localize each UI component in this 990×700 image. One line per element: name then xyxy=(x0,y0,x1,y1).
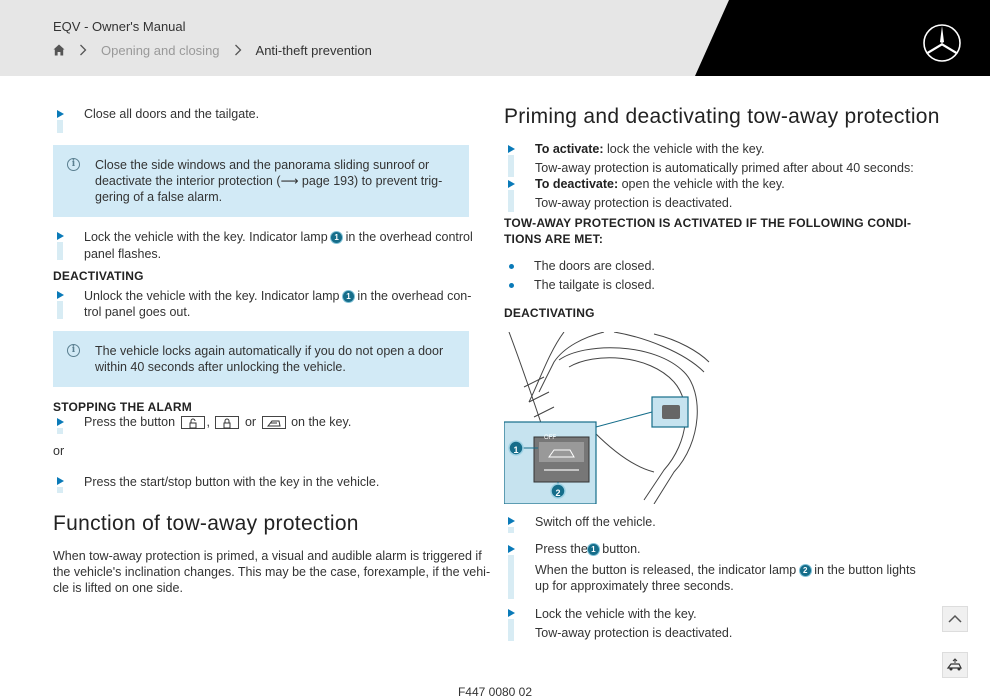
unlock-key-icon xyxy=(181,416,205,429)
activate-result: Tow-away protection is automatically primed after about 40 seconds: xyxy=(535,161,914,175)
step-switch-off: Switch off the vehicle. xyxy=(535,515,656,529)
function-para-line: the vehicle's inclination changes. This may be the case, forexample, if the vehi- xyxy=(53,565,491,579)
step-bullet-icon xyxy=(57,291,64,299)
step-press-button-1: Press the 1 button. xyxy=(535,542,641,556)
figure-caption: F447 0080 02 xyxy=(457,685,533,699)
step-bar xyxy=(57,428,63,434)
chevron-right-icon xyxy=(234,44,242,56)
info-box-windows xyxy=(53,145,469,217)
callout-2-badge: 2 xyxy=(800,565,811,576)
condition-item: The tailgate is closed. xyxy=(534,278,655,292)
figure-callout-1: 1 xyxy=(513,445,519,455)
step-bar xyxy=(508,155,514,177)
unlock-glyph-icon xyxy=(182,418,204,429)
scroll-up-button[interactable] xyxy=(942,606,968,632)
page-header xyxy=(0,0,990,76)
activate-step: To activate: lock the vehicle with the key. xyxy=(535,142,765,156)
step-bullet-icon xyxy=(57,110,64,118)
chevron-up-icon xyxy=(943,607,967,631)
step-bullet-icon xyxy=(508,609,515,617)
tailgate-glyph-icon xyxy=(263,418,285,429)
conditions-heading-2: TIONS ARE MET: xyxy=(504,232,604,246)
step-bullet-icon xyxy=(508,180,515,188)
lock-glyph-icon xyxy=(216,418,238,429)
figure-callout-2: 2 xyxy=(555,488,561,498)
step-bullet-icon xyxy=(508,545,515,553)
info-line: Close the side windows and the panorama sliding sunroof or xyxy=(95,158,430,172)
conditions-heading: TOW-AWAY PROTECTION IS ACTIVATED IF THE FOLLOWING CONDI- xyxy=(504,216,912,230)
callout-1-badge: 1 xyxy=(588,544,599,555)
lock-key-icon xyxy=(215,416,239,429)
condition-item: The doors are closed. xyxy=(534,259,655,273)
step-press-button: Press the button , or on the key. xyxy=(84,415,352,429)
step-bullet-icon xyxy=(508,145,515,153)
step-press-start-stop: Press the start/stop button with the key in the vehicle. xyxy=(84,475,380,489)
step-bar xyxy=(508,555,514,599)
step-bar xyxy=(508,190,514,212)
deactivating-heading-right: DEACTIVATING xyxy=(504,306,595,320)
step-bar xyxy=(57,242,63,260)
info-box-relock xyxy=(53,331,469,387)
step-unlock-vehicle: Unlock the vehicle with the key. Indicator lamp 1 in the overhead con- xyxy=(84,289,472,303)
lock-result: Tow-away protection is deactivated. xyxy=(535,626,733,640)
manual-title: EQV - Owner's Manual xyxy=(53,19,186,34)
list-dot-icon xyxy=(509,283,514,288)
breadcrumb xyxy=(53,42,372,58)
released-line-2: up for approximately three seconds. xyxy=(535,579,734,593)
list-dot-icon xyxy=(509,264,514,269)
step-bullet-icon xyxy=(57,232,64,240)
step-bar xyxy=(57,487,63,493)
step-close-doors: Close all doors and the tailgate. xyxy=(84,107,260,121)
deactivating-heading: DEACTIVATING xyxy=(53,269,144,283)
info-line: gering of a false alarm. xyxy=(95,190,223,204)
step-bar xyxy=(57,120,63,133)
tailgate-key-icon xyxy=(262,416,286,429)
step-bar xyxy=(57,301,63,319)
step-bullet-icon xyxy=(57,477,64,485)
step-lock-vehicle: Lock the vehicle with the key. Indicator lamp 1 in the overhead control xyxy=(84,230,473,244)
function-para-line: cle is lifted on one side. xyxy=(53,581,183,595)
home-icon[interactable] xyxy=(53,44,65,56)
mercedes-star-logo xyxy=(922,23,962,63)
tow-away-icon xyxy=(943,653,967,677)
callout-1-badge: 1 xyxy=(331,232,342,243)
info-line: deactivate the interior protection (⟶ page 193) to prevent trig- xyxy=(95,174,443,188)
step-bar xyxy=(508,527,514,533)
breadcrumb-anti-theft: Anti-theft prevention xyxy=(255,42,372,58)
function-title: Function of tow-away protection xyxy=(53,512,359,535)
step-lock-key: Lock the vehicle with the key. xyxy=(535,607,697,621)
info-icon: i xyxy=(67,158,80,171)
released-line: When the button is released, the indicator lamp 2 in the button lights xyxy=(535,563,916,577)
tow-away-button[interactable] xyxy=(942,652,968,678)
breadcrumb-opening-closing[interactable]: Opening and closing xyxy=(101,42,220,58)
info-line: within 40 seconds after unlocking the vehicle. xyxy=(95,360,346,374)
step-bullet-icon xyxy=(508,517,515,525)
step-bar xyxy=(508,619,514,641)
function-para-line: When tow-away protection is primed, a visual and audible alarm is triggered if xyxy=(53,549,482,563)
priming-title: Priming and deactivating tow-away protection xyxy=(504,105,940,128)
figure-off-label: OFF xyxy=(544,435,556,441)
callout-1-badge: 1 xyxy=(343,291,354,302)
stopping-alarm-heading: STOPPING THE ALARM xyxy=(53,400,192,414)
deactivate-step: To deactivate: open the vehicle with the key. xyxy=(535,177,785,191)
chevron-right-icon xyxy=(79,44,87,56)
info-icon: i xyxy=(67,344,80,357)
or-text: or xyxy=(53,444,65,458)
deactivate-result: Tow-away protection is deactivated. xyxy=(535,196,733,210)
step-unlock-vehicle-2: trol panel goes out. xyxy=(84,305,191,319)
step-bullet-icon xyxy=(57,418,64,426)
overhead-panel-figure xyxy=(504,332,712,504)
step-lock-vehicle-2: panel flashes. xyxy=(84,247,162,261)
info-line: The vehicle locks again automatically if you do not open a door xyxy=(95,344,444,358)
